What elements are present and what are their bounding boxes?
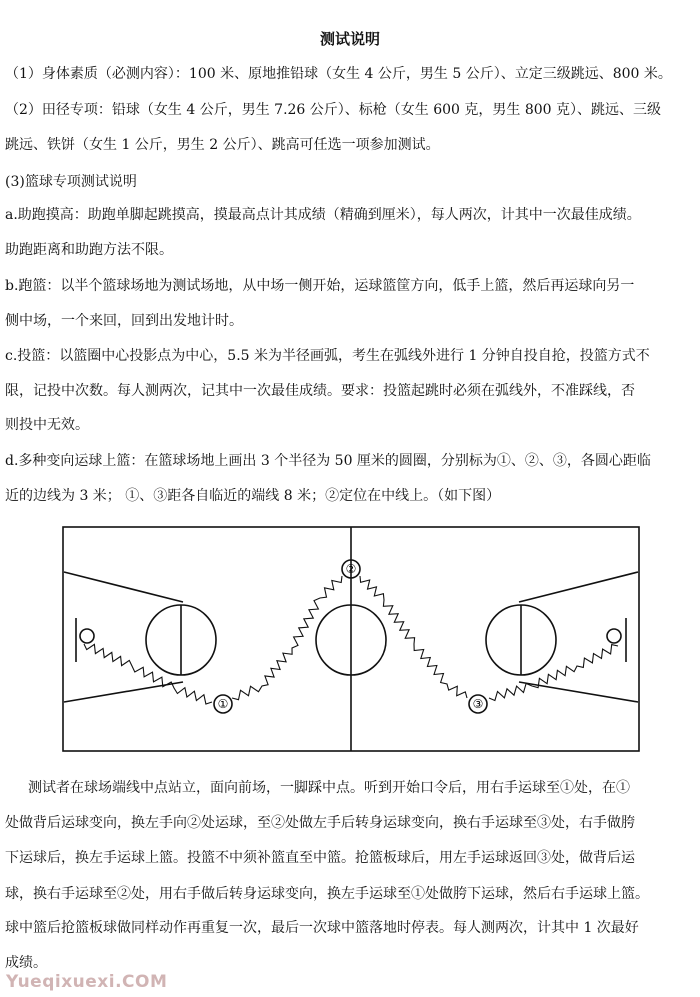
description-line4: 球，换右手运球至②处，用右手做后转身运球变向，换左手运球至①处做胯下运球，然后右手运球上篮。 [5, 886, 649, 902]
zigzag-segment [232, 576, 342, 700]
paragraph-physical: （1）身体素质（必测内容）：100 米、原地推铅球（女生 4 公斤，男生 5 公斤）、立定三级跳远、800 米。 [5, 66, 672, 82]
paragraph-c-line1: c.投篮：以篮圈中心投影点为中心，5.5 米为半径画弧，考生在弧线外进行 1 分钟自投自抢，投篮方式不 [5, 348, 650, 364]
left-lane-top [64, 572, 183, 602]
description-line5: 球中篮后抢篮板球做同样动作再重复一次，最后一次球中篮落地时停表。每人测两次，计其中 1 次最好 [5, 920, 639, 936]
paragraph-b-line1: b.跑篮：以半个篮球场地为测试场地，从中场一侧开始，运球篮筐方向，低手上篮，然后再运球向另一 [5, 278, 635, 294]
basketball-heading: (3)篮球专项测试说明 [5, 174, 137, 190]
left-hoop [80, 629, 94, 643]
description-line1: 测试者在球场端线中点站立，面向前场，一脚踩中点。听到开始口令后，用右手运球至①处，在① [28, 780, 630, 796]
basketball-court-diagram [62, 526, 640, 752]
paragraph-athletics-line1: （2）田径专项：铅球（女生 4 公斤，男生 7.26 公斤）、标枪（女生 600 克，男生 800 克）、跳远、三级 [5, 102, 662, 118]
paragraph-a-line1: a.助跑摸高：助跑单脚起跳摸高，摸最高点计其成绩（精确到厘米），每人两次，计其中一次最佳成绩。 [5, 207, 641, 223]
right-lane-bottom [519, 682, 638, 702]
paragraph-c-line2: 限，记投中次数。每人测两次，记其中一次最佳成绩。要求：投篮起跳时必须在弧线外，不准踩线，否 [5, 383, 635, 399]
zigzag-segment [360, 576, 467, 698]
right-hoop [607, 629, 621, 643]
station-2-label: ② [345, 562, 357, 576]
paragraph-athletics-line2: 跳远、铁饼（女生 1 公斤，男生 2 公斤）、跳高可任选一项参加测试。 [5, 137, 440, 153]
station-1-label: ① [217, 697, 229, 711]
page-title: 测试说明 [319, 30, 380, 48]
paragraph-a-line2: 助跑距离和助跑方法不限。 [5, 242, 173, 258]
right-lane-top [519, 572, 638, 602]
description-line2: 处做背后运球变向，换左手向②处运球，至②处做左手后转身运球变向，换右手运球至③处，右手做胯 [5, 815, 635, 831]
paragraph-b-line2: 侧中场，一个来回，回到出发地计时。 [5, 313, 243, 329]
paragraph-d-line2: 近的边线为 3 米； ①、③距各自临近的端线 8 米；②定位在中线上。（如下图） [5, 488, 501, 504]
paragraph-d-line1: d.多种变向运球上篮：在篮球场地上画出 3 个半径为 50 厘米的圆圈，分别标为①、②、③，各圆心距临 [5, 453, 651, 469]
site-watermark: Yueqixuexi.COM [6, 972, 168, 992]
paragraph-c-line3: 则投中无效。 [5, 417, 89, 433]
description-line3: 下运球后，换左手运球上篮。投篮不中须补篮直至中篮。抢篮板球后，用左手运球返回③处，做背后运 [5, 850, 635, 866]
station-3-label: ③ [472, 697, 484, 711]
description-line6: 成绩。 [5, 955, 47, 971]
